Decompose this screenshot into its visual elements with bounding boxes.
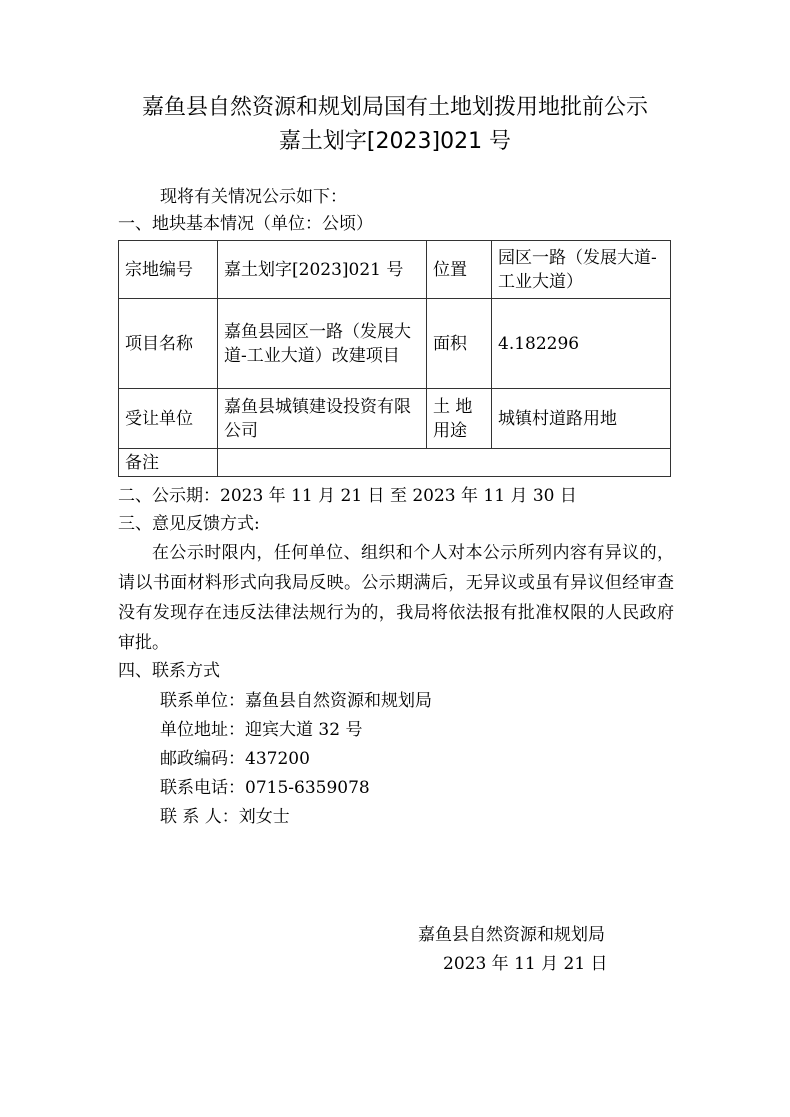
- table-cell: 4.182296: [492, 299, 671, 389]
- table-cell: 受让单位: [119, 389, 218, 449]
- land-info-table: [118, 240, 671, 477]
- table-cell: [218, 449, 671, 477]
- table-cell: 土 地 用途: [427, 389, 492, 449]
- intro-text: 现将有关情况公示如下：: [160, 187, 347, 207]
- table-cell: 面积: [427, 299, 492, 389]
- contact-address: 单位地址：迎宾大道 32 号: [160, 720, 363, 740]
- table-row: [119, 299, 671, 389]
- table-cell: 宗地编号: [119, 241, 218, 299]
- table-cell: 位置: [427, 241, 492, 299]
- table-cell: 嘉鱼县城镇建设投资有限公司: [218, 389, 427, 449]
- section-4-heading: 四、联系方式: [118, 661, 220, 681]
- notice-number: 嘉土划字[2023]021 号: [278, 129, 512, 154]
- contact-phone: 联系电话：0715-6359078: [160, 778, 370, 798]
- table-row: [119, 449, 671, 477]
- section-3-body: 在公示时限内，任何单位、组织和个人对本公示所列内容有异议的，请以书面材料形式向我局反映。公示期满后，无异议或虽有异议但经审查没有发现存在违反法律法规行为的，我局将依法报有批准权限的人民政府审批。: [118, 543, 674, 653]
- notice-title: 嘉鱼县自然资源和规划局国有土地划拨用地批前公示: [141, 95, 648, 120]
- table-row: [119, 241, 671, 299]
- table-cell: 项目名称: [119, 299, 218, 389]
- signature-date: 2023 年 11 月 21 日: [443, 954, 608, 974]
- table-cell: 嘉鱼县园区一路（发展大道-工业大道）改建项目: [218, 299, 427, 389]
- contact-person: 联 系 人：刘女士: [160, 807, 290, 827]
- table-cell: 城镇村道路用地: [492, 389, 671, 449]
- table-cell: 备注: [119, 449, 218, 477]
- signature-org: 嘉鱼县自然资源和规划局: [418, 925, 605, 945]
- section-2-heading: 二、公示期：2023 年 11 月 21 日 至 2023 年 11 月 30 日: [118, 486, 577, 506]
- section-1-heading: 一、地块基本情况（单位：公顷）: [118, 214, 373, 234]
- table-cell: 嘉土划字[2023]021 号: [218, 241, 427, 299]
- table-row: [119, 389, 671, 449]
- section-3-heading: 三、意见反馈方式:: [118, 514, 260, 534]
- contact-postcode: 邮政编码：437200: [160, 749, 310, 769]
- table-cell: 园区一路（发展大道-工业大道）: [492, 241, 671, 299]
- contact-unit: 联系单位：嘉鱼县自然资源和规划局: [160, 691, 432, 711]
